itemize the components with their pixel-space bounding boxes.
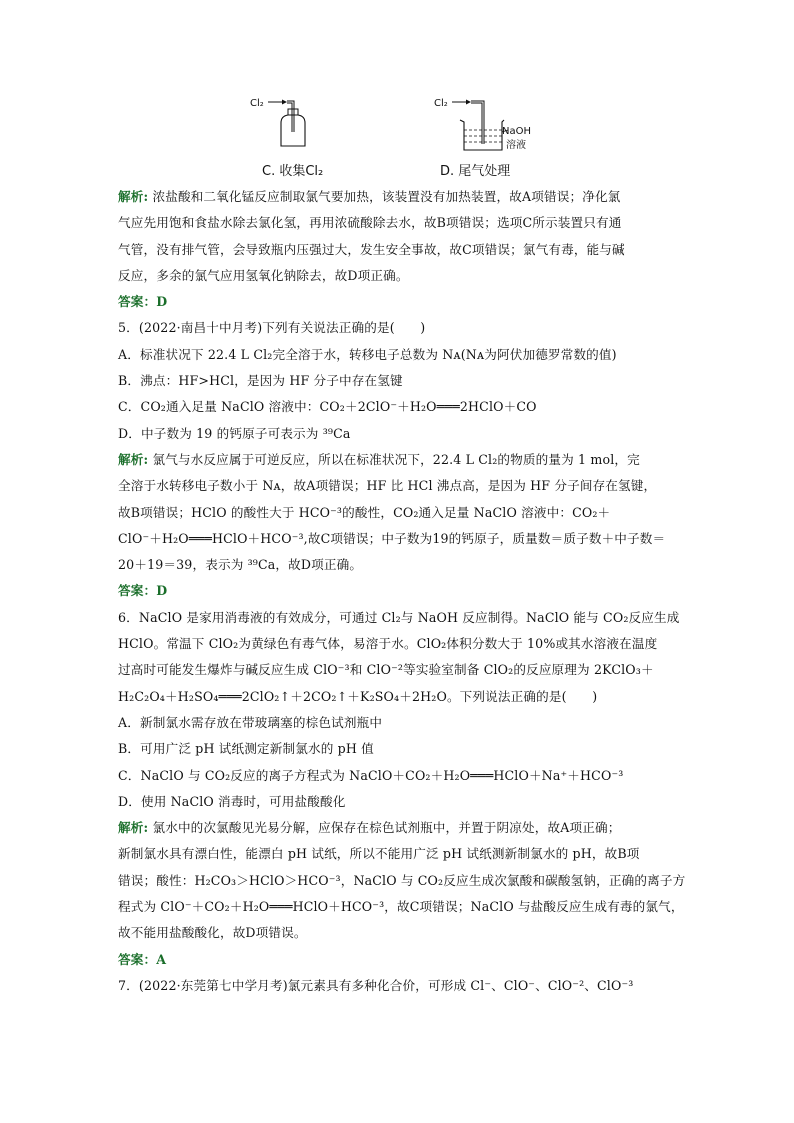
analysis-label: 解析: — [118, 451, 149, 467]
option-d: D．使用 NaClO 消毒时，可用盐酸酸化 — [118, 793, 346, 809]
option-a: A．新制氯水需存放在带玻璃塞的棕色试剂瓶中 — [118, 714, 383, 730]
figure-d-tail-gas — [432, 92, 542, 179]
question-5-stem: 5．(2022·南昌十中月考)下列有关说法正确的是( ) — [118, 320, 426, 336]
text-line: 气管，没有排气管，会导致瓶内压强过大，发生安全事故，故C项错误；氯气有毒，能与碱 — [118, 241, 625, 257]
apparatus-figures — [0, 92, 794, 182]
answer-line: 答案：A — [118, 951, 167, 967]
beaker-diagram — [432, 92, 542, 154]
answer-line: 答案：D — [118, 583, 168, 599]
answer-line: 答案：D — [118, 294, 168, 310]
text-line: 故B项错误；HClO 的酸性大于 HCO⁻³的酸性，CO₂通入足量 NaClO 溶液中：CO₂＋ — [118, 504, 611, 520]
option-a: A．标准状况下 22.4 L Cl₂完全溶于水，转移电子总数为 Nᴀ(Nᴀ为阿伏加德罗常数的值) — [118, 346, 617, 362]
option-d: D．中子数为 19 的钙原子可表示为 ³⁹Ca — [118, 425, 351, 441]
figure-d-solution-label-2: 溶液 — [506, 140, 526, 151]
figure-c-gas-label: Cl₂ — [250, 98, 264, 109]
text-line: 20＋19＝39，表示为 ³⁹Ca，故D项正确。 — [118, 557, 363, 573]
text-line: 全溶于水转移电子数小于 Nᴀ，故A项错误；HF 比 HCl 沸点高，是因为 HF 分子间存在氢键， — [118, 478, 657, 494]
document-body — [118, 184, 686, 999]
text-line: H₂C₂O₄＋H₂SO₄═══2ClO₂↑＋2CO₂↑＋K₂SO₄＋2H₂O。下列说法正确的是( ) — [118, 688, 598, 704]
text-line: 过高时可能发生爆炸与碱反应生成 ClO⁻³和 ClO⁻²等实验室制备 ClO₂的反应原理为 2KClO₃＋ — [118, 662, 654, 678]
text-line: 程式为 ClO⁻＋CO₂＋H₂O═══HClO＋HCO⁻³，故C项错误；NaClO 与盐酸反应生成有毒的氯气， — [118, 899, 684, 915]
figure-c-caption: C. 收集Cl₂ — [262, 164, 324, 179]
text-line: ClO⁻＋H₂O═══HClO＋HCO⁻³,故C项错误；中子数为19的钙原子，质量数＝质子数＋中子数＝ — [118, 530, 666, 546]
analysis-label: 解析: — [118, 820, 149, 836]
text-line: HClO。常温下 ClO₂为黄绿色有毒气体，易溶于水。ClO₂体积分数大于 10%或其水溶液在温度 — [118, 636, 658, 652]
text-line: 错误；酸性：H₂CO₃＞HClO＞HCO⁻³，NaClO 与 CO₂反应生成次氯酸和碳酸氢钠，正确的离子方 — [118, 872, 686, 888]
figure-d-solution-label-1: NaOH — [502, 126, 531, 137]
text-line: 解析: 浓盐酸和二氧化锰反应制取氯气要加热，该装置没有加热装置，故A项错误；净化氯 — [118, 189, 621, 204]
figure-d-gas-label: Cl₂ — [434, 98, 448, 109]
gas-bottle-diagram — [248, 92, 328, 150]
option-c: C．NaClO 与 CO₂反应的离子方程式为 NaClO＋CO₂＋H₂O═══HClO＋Na⁺＋HCO⁻³ — [118, 767, 624, 783]
text-line: 气应先用饱和食盐水除去氯化氢，再用浓硫酸除去水，故B项错误；选项C所示装置只有通 — [118, 215, 622, 231]
text-line: 解析: 氯水中的次氯酸见光易分解，应保存在棕色试剂瓶中，并置于阴凉处，故A项正确； — [118, 820, 621, 836]
question-7-stem: 7．(2022·东莞第七中学月考)氯元素具有多种化合价，可形成 Cl⁻、ClO⁻、ClO⁻²、ClO⁻³ — [118, 977, 634, 993]
text-line: 故不能用盐酸酸化，故D项错误。 — [118, 925, 307, 941]
figure-d-caption: D. 尾气处理 — [440, 164, 511, 179]
option-b: B．可用广泛 pH 试纸测定新制氯水的 pH 值 — [118, 741, 374, 757]
text-line: 新制氯水具有漂白性，能漂白 pH 试纸，所以不能用广泛 pH 试纸测新制氯水的 pH，故B项 — [118, 846, 640, 862]
text-line: 反应，多余的氯气应用氢氧化钠除去，故D项正确。 — [118, 267, 409, 283]
text-line: 解析: 氯气与水反应属于可逆反应，所以在标准状况下，22.4 L Cl₂的物质的量为 1 mol，完 — [118, 451, 640, 467]
option-b: B．沸点：HF>HCl，是因为 HF 分子中存在氢键 — [118, 373, 403, 389]
option-c: C．CO₂通入足量 NaClO 溶液中：CO₂＋2ClO⁻＋H₂O═══2HClO＋CO — [118, 399, 537, 415]
question-6-stem: 6．NaClO 是家用消毒液的有效成分，可通过 Cl₂与 NaOH 反应制得。NaClO 能与 CO₂反应生成 — [118, 609, 680, 625]
figure-c-collect-cl2 — [248, 92, 328, 179]
analysis-label: 解析: — [118, 189, 149, 204]
